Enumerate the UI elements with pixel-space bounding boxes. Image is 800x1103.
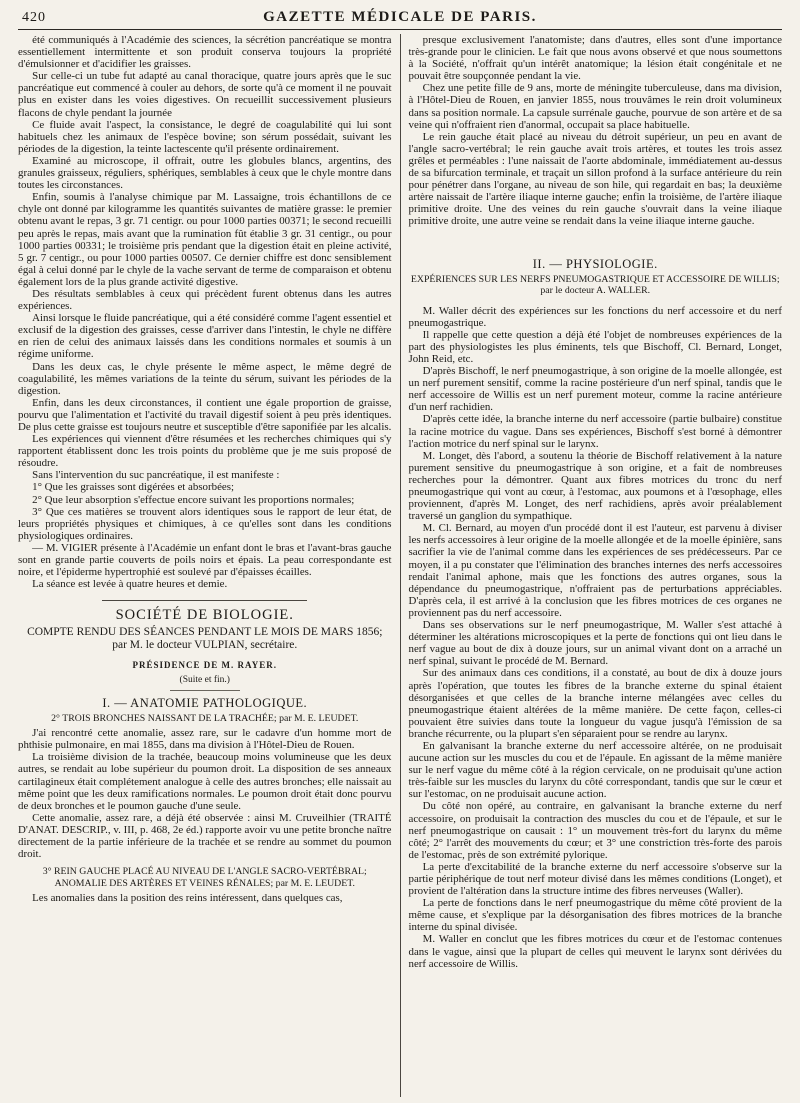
paragraph: La perte de fonctions dans le nerf pneumogastrique du même côté provient de la même cause, et s'explique par la désorganisation des fibres motrices de la branche interne du spinal divisée.: [408, 897, 782, 934]
presidency-line: PRÉSIDENCE DE M. RAYER.: [132, 660, 277, 671]
right-column: [400, 34, 783, 1097]
paragraph: M. Longet, dès l'abord, a soutenu la théorie de Bischoff relativement à la nature purement sensitive du pneumogastrique à son origine, et a fait de nombreuses recherches pour la démontrer. Quant aux fibres motrices du tronc du nerf pneumogastrique qui vont au cœur, à l'estomac, aux poumons et à l'œsophage, elles proviennent, d'après M. Longet, des nerf rachidiens, après avoir préalablement traversé un ganglion du sympathique.: [408, 449, 782, 523]
paragraph: 1° Que les graisses sont digérées et absorbées;: [32, 481, 234, 494]
left-column: [18, 34, 400, 1097]
right-intro: [409, 34, 783, 228]
paragraph: La troisième division de la trachée, beaucoup moins volumineuse que les deux autres, se rendait au lobe supérieur du poumon droit. La disposition de ses anneaux cartilagineux était complétement analogue à celle des autres bronches; elle naissait au même point que les deux ramifications normales. Le poumon droit était donc pourvu de deux bronches et le poumon gauche d'une seule.: [18, 751, 392, 812]
paragraph: 3° Que ces matières se trouvent alors identiques sous le rapport de leur état, de leurs propriétés physiques et chimiques, à ce qu'elles sont dans les conditions physiologiques ordinaires.: [18, 505, 392, 542]
society-subtitle: COMPTE RENDU DES SÉANCES PENDANT LE MOIS DE MARS 1856; par M. le docteur VULPIAN, secrétaire.: [27, 626, 383, 652]
case2-title: 2° TROIS BRONCHES NAISSANT DE LA TRACHÉE; par M. E. LEUDET.: [51, 712, 359, 724]
left-intro: [18, 34, 392, 590]
case3-title: 3° REIN GAUCHE PLACÉ AU NIVEAU DE L'ANGLE SACRO-VERTÉBRAL; ANOMALIE DES ARTÈRES ET VEINES RÉNALES; par M. E. LEUDET.: [42, 866, 367, 889]
paragraph: La perte d'excitabilité de la branche externe du nerf accessoire s'observe sur la partie périphérique de tout nerf moteur divisé dans les mêmes conditions (Longet), et provient de l'altération dans la structure intime des fibres nerveuses (Waller).: [408, 860, 782, 898]
paragraph: Des résultats semblables à ceux qui précèdent furent obtenus dans les autres expériences.: [18, 287, 392, 313]
paragraph: Dans ses observations sur le nerf pneumogastrique, M. Waller s'est attaché à déterminer les altérations microscopiques et la perte de fonctions qui ont lieu dans le nerf vague au bout de dix à douze jours, sur un animal vivant dont on a arraché un nerf spinal, suivant le procédé de M. Bernard.: [408, 619, 782, 668]
section-title-physiologie: II. — PHYSIOLOGIE.: [532, 256, 658, 271]
paragraph: Il rappelle que cette question a déjà été l'objet de nombreuses expériences de la part des physiologistes les plus éminents, tels que Bischoff, Cl. Bernard, Longet, John Reid, etc.: [408, 328, 782, 365]
paragraph: Ainsi lorsque le fluide pancréatique, qui a été considéré comme l'agent essentiel et exclusif de la digestion des graisses, cesse d'arriver dans l'intestin, le chyle ne diffère en rien de celui des animaux laissés dans les conditions normales et soumis à un régime uniforme.: [18, 312, 392, 361]
article-title: EXPÉRIENCES SUR LES NERFS PNEUMOGASTRIQUE ET ACCESSOIRE DE WILLIS; par le docteur A. WALLER.: [410, 273, 780, 297]
paragraph: D'après cette idée, la branche interne du nerf accessoire (partie bulbaire) constitue la racine motrice du vague. Dans ses expériences, Bischoff s'est borné à démontrer l'action motrice du nerf spinal sur le larynx.: [408, 413, 782, 450]
case2-body: [18, 727, 392, 860]
paragraph: Les expériences qui viennent d'être résumées et les recherches chimiques qui s'y rapportent établissent donc les trois points du problème que je me suis proposé de résoudre.: [18, 433, 392, 470]
paragraph: Cette anomalie, assez rare, a déjà été observée : ainsi M. Cruveilhier (TRAITÉ D'ANAT. DESCRIP., v. III, p. 468, 2e éd.) rapporte avoir vu une petite bronche naître directement de la partie inférieure de la trachée et se rendre au sommet du poumon droit.: [18, 811, 392, 861]
paragraph: Le rein gauche était placé au niveau du détroit supérieur, un peu en avant de l'angle sacro-vertébral; le rein gauche avait trois artères, et toutes les trois assez grêles et perméables : l'une naissait de l'aorte abdominale, immédiatement au-dessus de sa bifurcation terminale, et traçait un sillon profond à la surface antérieure du rein pour pénétrer dans l'organe, au niveau de son hile, qui regardait en bas; la deuxième artère naissait de l'artère iliaque interne gauche; enfin la troisième, de l'artère iliaque primitive droite. Une des veines du rein gauche s'ouvrait dans la veine iliaque primitive droite, une autre veine se rendait dans la veine iliaque interne gauche.: [408, 130, 782, 228]
section-title-anatomie: I. — ANATOMIE PATHOLOGIQUE.: [102, 695, 308, 710]
paragraph: Sur celle-ci un tube fut adapté au canal thoracique, quatre jours après que le suc pancréatique eut commencé à couler au dehors, de sorte qu'à ce moment il ne pouvait plus en exister dans les voies digestives. On recueillit successivement plusieurs flacons de chyle pendant la journée: [18, 70, 392, 119]
short-rule: [170, 690, 240, 691]
page-number: 420: [22, 10, 46, 25]
text-columns: [18, 34, 782, 1097]
paragraph: Ce fluide avait l'aspect, la consistance, le degré de coagulabilité qui lui sont habituels chez les animaux de l'espèce bovine; son sérum possédait, suivant les périodes de la digestion, la teinte lactescente qu'il présente ordinairement.: [18, 118, 392, 155]
paragraph: Enfin, soumis à l'analyse chimique par M. Lassaigne, trois échantillons de ce chyle ont donné par kilogramme les quantités suivantes de matière grasse: le premier obtenu avant le repas, 3 gr. 71 centigr. ou pour 1000 parties 00371; le second recueilli peu après le repas, mais avant que la rumination fût établie 3 gr. 31 centigr., ou pour 1000 parties 00331; le troisième pris pendant que la digestion était en pleine activité, 5 gr. 7 centigr., ou pour 1000 parties 00507. Ce dernier chiffre est donc sensiblement égal à celui donné par le chyle de la vache servant de terme de comparaison et obtenu également lors de la plus grande activité digestive.: [18, 191, 392, 288]
paragraph: Les anomalies dans la position des reins intéressent, dans quelques cas,: [32, 892, 343, 905]
section-divider: [102, 600, 307, 601]
paragraph: Chez une petite fille de 9 ans, morte de méningite tuberculeuse, dans ma division, à l'Hôtel-Dieu de Rouen, en janvier 1855, nous trouvâmes le rein droit volumineux dans sa position normale. La capsule surrénale gauche, pourvue de son artère et de sa veine qui n'offraient rien d'anormal, occupait sa place habituelle.: [408, 82, 782, 131]
article-body: [409, 305, 783, 970]
paragraph: En galvanisant la branche externe du nerf accessoire altérée, on ne produisait aucune action sur les muscles du cou et de l'épaule. En agissant de la même manière sur le nerf vague du même côté à la région cervicale, on ne produisait qu'une action très-faible sur les muscles du larynx du côté correspondant, tandis que sur le cœur et sur l'estomac, on ne produisait aucune action.: [408, 739, 782, 801]
paragraph: M. Cl. Bernard, au moyen d'un procédé dont il est l'auteur, est parvenu à diviser les nerfs accessoires à leur origine de la moelle allongée et de la moelle épinière, sans sacrifier la vie de l'animal comme dans les expériences de ses prédécesseurs. Par ce moyen, il a pu constater que l'élimination des branches internes des nerfs accessoires rendait l'animal aphone, mais que les fonctions des autres organes, sous la dépendance du pneumogastrique, n'offraient pas de perturbations appréciables. D'après cela, il est arrivé à la conclusion que les fibres motrices de ces organes ne proviennent pas du nerf accessoire.: [408, 522, 782, 619]
journal-title: GAZETTE MÉDICALE DE PARIS.: [263, 9, 537, 25]
paragraph: M. Waller en conclut que les fibres motrices du cœur et de l'estomac contenues dans le vague, ainsi que la plupart de celles qui meuvent le larynx sont dérivées du nerf accessoire de Willis.: [408, 933, 782, 970]
paragraph: Sur des animaux dans ces conditions, il a constaté, au bout de dix à douze jours après l'opération, que toutes les fibres de la branche externe du spinal étaient désorganisées et que celles de la branche interne mélangées avec celles du pneumogastrique étaient altérées de la même manière. De cette façon, celles-ci pouvaient être suivies dans toute la longueur du vague jusqu'à l'émission de sa branche récurrente, ou la plupart s'en séparaient pour se rendre au larynx.: [408, 667, 782, 740]
case3-body: [18, 892, 392, 904]
paragraph: presque exclusivement l'anatomiste; dans d'autres, elles sont d'une importance très-grande pour le clinicien. Le fait que nous avons observé et que nous soumettons à la Société, n'offrait qu'un intérêt anatomique; la lésion était congénitale et ne pouvait être soupçonnée pendant la vie.: [408, 34, 782, 83]
paragraph: J'ai rencontré cette anomalie, assez rare, sur le cadavre d'un homme mort de phthisie pulmonaire, en mai 1855, dans ma division à l'Hôtel-Dieu de Rouen.: [18, 727, 392, 752]
paragraph: La séance est levée à quatre heures et demie.: [32, 578, 228, 591]
society-title: SOCIÉTÉ DE BIOLOGIE.: [115, 607, 294, 624]
suite-note: (Suite et fin.): [179, 674, 230, 685]
paragraph: été communiqués à l'Académie des sciences, la sécrétion pancréatique se montra essentiellement intermittente et son produit conserva toujours la propriété d'émulsionner et d'acidifier les graisses.: [18, 34, 392, 71]
paragraph: Examiné au microscope, il offrait, outre les globules blancs, argentins, des granules graisseux, réguliers, sphériques, semblables à ceux que le chyle montre dans toutes les circonstances.: [18, 154, 392, 192]
paragraph: M. Waller décrit des expériences sur les fonctions du nerf accessoire et du nerf pneumogastrique.: [408, 304, 782, 329]
paragraph: Sans l'intervention du suc pancréatique, il est manifeste :: [32, 469, 280, 482]
paragraph: Du côté non opéré, au contraire, en galvanisant la branche externe du nerf accessoire, on produisait la contraction des muscles du cou et de l'épaule, et sur le nerf pneumogastrique on causait : 1° un mouvement très-fort du larynx du même côté; 2° l'arrêt des mouvements du cœur; et 3° une constriction très-forte des parois de l'estomac, près de son extrémité pylorique.: [408, 800, 782, 861]
paragraph: 2° Que leur absorption s'effectue encore suivant les proportions normales;: [32, 493, 355, 506]
paragraph: D'après Bischoff, le nerf pneumogastrique, à son origine de la moelle allongée, est un nerf purement sensitif, comme la racine postérieure d'un nerf spinal, tandis que le nerf accessoire de Willis est un nerf purement moteur, comme la racine antérieure d'un nerf rachidien.: [408, 365, 782, 414]
paragraph: Enfin, dans les deux circonstances, il contient une égale proportion de graisse, pourvu que l'alimentation et l'activité du travail digestif soient à peu près identiques. De plus cette graisse est toujours neutre et susceptible d'être saponifiée par les alcalis.: [18, 396, 392, 433]
page-header: [18, 0, 782, 30]
paragraph: — M. VIGIER présente à l'Académie un enfant dont le bras et l'avant-bras gauche sont en grande partie couverts de poils noirs et épais. La peau correspondante est noire, et l'épiderme hypertrophié est soulevé par d'épaisses écailles.: [18, 541, 392, 579]
paragraph: Dans les deux cas, le chyle présente le même aspect, le même degré de coagulabilité, les mêmes variations de la teinte du sérum, suivant les périodes de la digestion.: [18, 360, 392, 397]
